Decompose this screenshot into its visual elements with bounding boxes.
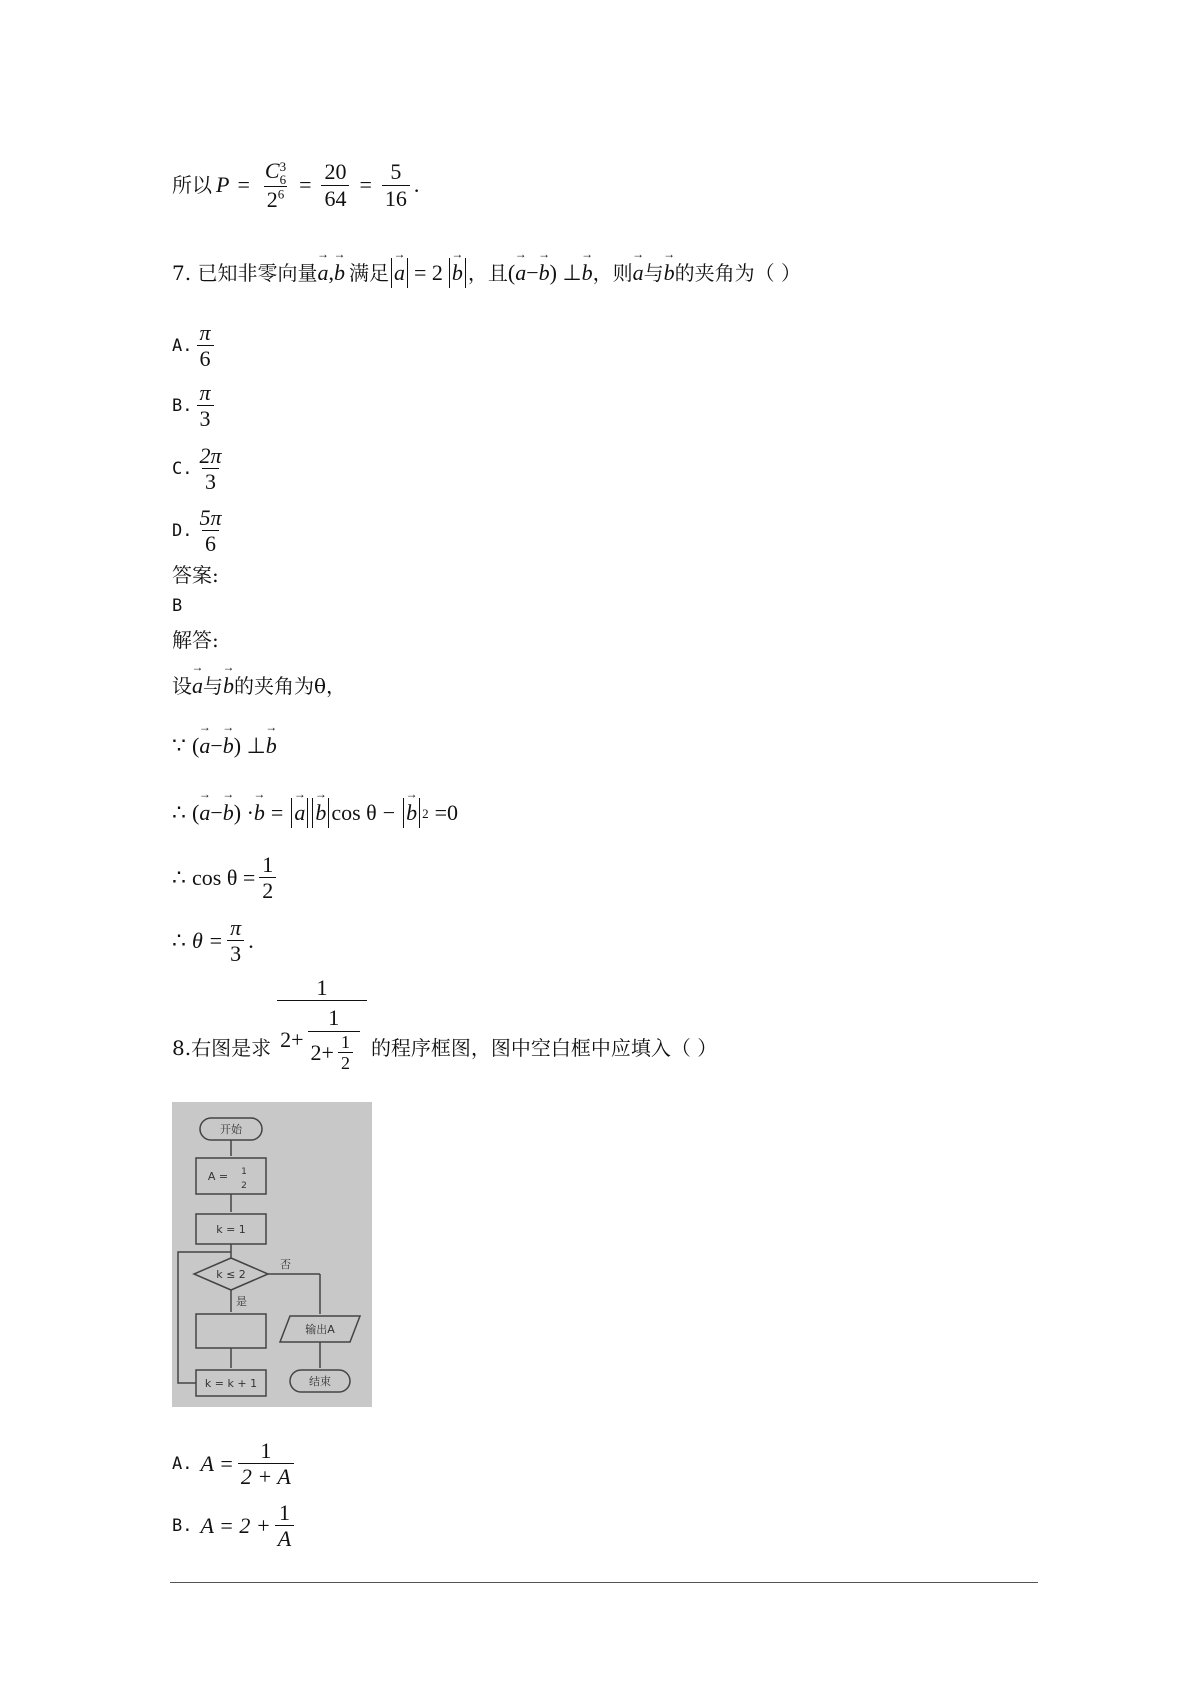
vector-b: → b: [664, 262, 675, 284]
solution-label: 解答:: [172, 628, 219, 652]
prefix-text: 所以: [172, 173, 212, 198]
start-label: 开始: [220, 1123, 242, 1136]
cos-num: 1: [262, 852, 274, 877]
fraction-c63-over-2-6: [262, 158, 289, 212]
vector-a: → a: [394, 262, 405, 284]
probability-result-line: 所以 P = C 3 6 $2^6$ = $\frac{20}{64}$ = $\frac{5}{16}$ .: [172, 158, 420, 212]
vector-a: → a: [633, 262, 644, 284]
cf-numerator: 1: [316, 975, 328, 1000]
den-64: 64: [321, 185, 349, 211]
vector-b: → b: [406, 802, 417, 824]
therefore-symbol: ∴: [172, 864, 186, 890]
eq-2: = 2: [413, 260, 443, 285]
option-c: [172, 443, 229, 495]
solution-line-5: [172, 915, 254, 967]
q7-angle-question: 的夹角为（ ）: [674, 261, 801, 285]
q8-intro: 8.右图是求: [172, 1036, 272, 1061]
q7-then: ，则: [592, 261, 633, 285]
vector-b: → b: [223, 735, 234, 757]
q8-option-a: [172, 1438, 298, 1490]
flowchart-svg: [172, 1102, 372, 1407]
vector-b: → b: [223, 802, 234, 824]
blank-box: [196, 1314, 266, 1348]
period: .: [248, 927, 254, 953]
equals-zero: =0: [434, 800, 459, 825]
q8-option-b: [172, 1500, 298, 1552]
no-label: 否: [280, 1258, 291, 1271]
option-label: B.: [172, 395, 193, 416]
q8-question: 的程序框图，图中空白框中应填入（ ）: [370, 1036, 718, 1061]
cos-theta: cos θ: [331, 800, 377, 825]
k-step-label: k = k + 1: [204, 1377, 258, 1390]
init-a-lhs: A =: [207, 1170, 229, 1183]
output-label: 输出A: [305, 1323, 335, 1336]
option-label: A.: [172, 335, 193, 356]
solution-line-3: ∴ ( → a − → b ) · → b = → a → b cos θ − → b 2 =0: [172, 798, 458, 828]
option-den: 2 + A: [238, 1463, 294, 1489]
option-num: π: [199, 380, 211, 405]
p-symbol: P: [216, 172, 230, 198]
init-k-label: k = 1: [216, 1223, 246, 1236]
option-lhs: A = 2 +: [200, 1512, 271, 1538]
option-num: 2π: [199, 443, 222, 468]
vector-a: → a: [294, 802, 305, 824]
solution-line-2: ∵ ( → a − → b ) ⊥ → b: [172, 735, 277, 757]
den-2: 2: [266, 186, 278, 212]
c-symbol: C: [264, 158, 280, 183]
vector-a: → a: [199, 735, 210, 757]
sol-set: 设: [172, 674, 192, 698]
solution-line-4: [172, 852, 280, 904]
yes-label: 是: [236, 1295, 247, 1308]
lparen: (: [507, 260, 516, 285]
vector-b: → b: [223, 675, 234, 697]
vector-b: → b: [266, 735, 277, 757]
den-16: 16: [382, 185, 410, 211]
because-symbol: ∵: [172, 733, 186, 758]
vector-b: → b: [539, 262, 550, 284]
sol-angle: 的夹角为θ，: [234, 674, 347, 698]
sol-with: 与: [203, 674, 223, 698]
option-lhs: A =: [200, 1450, 234, 1476]
sup-3: 3: [279, 158, 287, 174]
theta-eq: θ =: [192, 927, 224, 953]
vector-b: → b: [254, 802, 265, 824]
init-a-den: 2: [241, 1181, 247, 1191]
question-7-stem: [172, 258, 801, 288]
option-num: 1: [278, 1500, 290, 1525]
minus: −: [526, 260, 539, 285]
option-label: B.: [172, 1515, 193, 1536]
option-den: 3: [197, 405, 214, 431]
perp: ) ⊥: [549, 260, 582, 285]
vector-a: → a: [317, 262, 328, 284]
q7-satisfy: 满足: [348, 261, 389, 285]
question-8-stem: [172, 975, 717, 1074]
option-label: A.: [172, 1453, 193, 1474]
num-20: 20: [324, 159, 347, 185]
vector-a: → a: [192, 675, 203, 697]
option-label: C.: [172, 458, 193, 479]
option-num: π: [199, 320, 211, 345]
flowchart-image: [172, 1102, 372, 1407]
option-d: [172, 505, 229, 557]
theta-den: 3: [227, 940, 244, 966]
fraction-5-16: [382, 159, 410, 211]
theta-num: π: [230, 915, 242, 940]
vector-a: → a: [199, 802, 210, 824]
answer-value: B: [172, 596, 183, 616]
option-num: 1: [260, 1438, 272, 1463]
therefore-symbol: ∴: [172, 800, 186, 825]
cos-den: 2: [259, 877, 276, 903]
vector-b: → b: [452, 262, 463, 284]
q7-with: 与: [643, 261, 664, 285]
cos-eq: cos θ =: [192, 864, 256, 890]
cf-two-plus: 2+: [280, 1026, 304, 1052]
cf-two-plus-inner: 2+: [310, 1040, 334, 1066]
condition-label: k ≤ 2: [216, 1268, 246, 1281]
option-den: 6: [197, 345, 214, 371]
period: .: [413, 172, 420, 198]
option-num: 5π: [199, 505, 222, 530]
option-den: 3: [202, 468, 219, 494]
option-label: D.: [172, 520, 193, 541]
sup-6: 6: [277, 186, 285, 202]
q7-intro: 7. 已知非零向量: [172, 261, 318, 285]
eq-sign: =: [237, 172, 250, 198]
option-b: [172, 380, 218, 432]
cf-inner-num: 1: [328, 1005, 340, 1031]
option-a: [172, 320, 218, 372]
vector-b: → b: [582, 262, 593, 284]
therefore-symbol: ∴: [172, 927, 186, 953]
vector-b: → b: [315, 802, 326, 824]
init-a-num: 1: [241, 1167, 247, 1177]
option-den: A: [275, 1525, 294, 1551]
continued-fraction: [277, 975, 367, 1074]
solution-line-1: [172, 675, 346, 697]
option-den: 6: [202, 530, 219, 556]
vector-b: → b: [334, 262, 345, 284]
fraction-20-64: [321, 159, 349, 211]
footer-rule: [170, 1582, 1038, 1583]
vector-a: → a: [515, 262, 526, 284]
answer-label: 答案:: [172, 563, 219, 587]
square-exponent: 2: [422, 805, 429, 821]
init-a-box: [196, 1158, 266, 1194]
num-5: 5: [390, 159, 402, 185]
cf-innermost-den: 2: [338, 1052, 353, 1074]
comma: ,: [328, 260, 334, 285]
q7-and: ，且: [467, 261, 508, 285]
end-label: 结束: [309, 1375, 331, 1388]
sub-6: 6: [279, 171, 287, 187]
cf-innermost-num: 1: [340, 1031, 350, 1052]
